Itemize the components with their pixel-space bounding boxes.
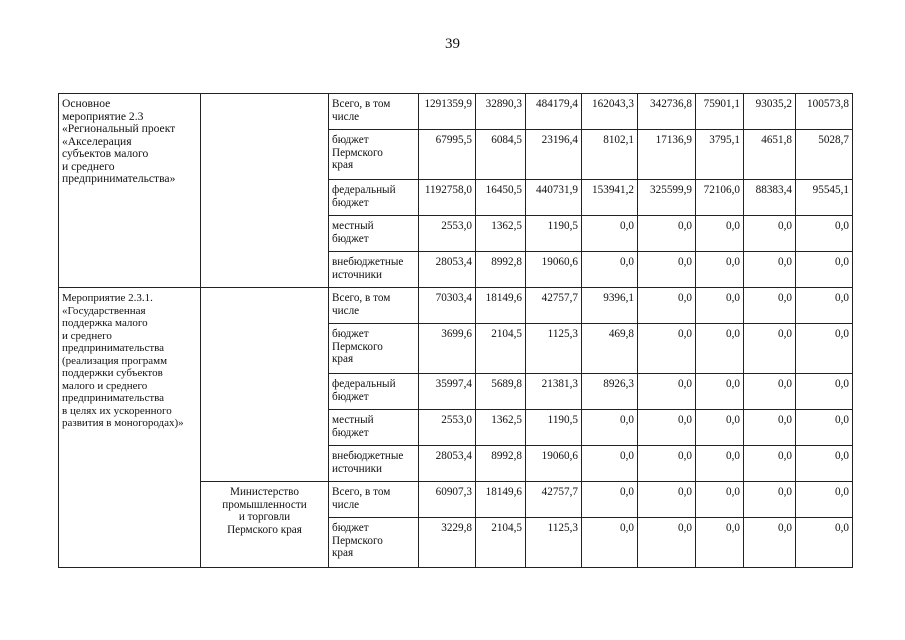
funding-source-cell: Всего, в том числе: [329, 288, 419, 324]
value-cell: 0,0: [696, 252, 744, 288]
budget-table: [58, 93, 853, 568]
funding-source-cell: бюджет Пермского края: [329, 518, 419, 568]
funding-source-cell: внебюджетные источники: [329, 446, 419, 482]
value-cell: 8102,1: [582, 130, 638, 180]
value-cell: 0,0: [744, 216, 796, 252]
value-cell: 484179,4: [526, 94, 582, 130]
funding-source-cell: местный бюджет: [329, 410, 419, 446]
value-cell: 1125,3: [526, 324, 582, 374]
value-cell: 0,0: [744, 252, 796, 288]
value-cell: 1125,3: [526, 518, 582, 568]
value-cell: 2104,5: [476, 324, 526, 374]
value-cell: 0,0: [796, 518, 853, 568]
funding-source-cell: бюджет Пермского края: [329, 130, 419, 180]
value-cell: 0,0: [696, 482, 744, 518]
value-cell: 0,0: [582, 482, 638, 518]
executor-cell: [201, 288, 329, 482]
value-cell: 1190,5: [526, 410, 582, 446]
value-cell: 0,0: [582, 252, 638, 288]
value-cell: 0,0: [696, 216, 744, 252]
value-cell: 0,0: [638, 482, 696, 518]
value-cell: 35997,4: [419, 374, 476, 410]
value-cell: 0,0: [796, 374, 853, 410]
value-cell: 0,0: [582, 518, 638, 568]
value-cell: 60907,3: [419, 482, 476, 518]
funding-source-cell: федеральный бюджет: [329, 180, 419, 216]
value-cell: 0,0: [744, 410, 796, 446]
value-cell: 1362,5: [476, 216, 526, 252]
funding-source-cell: местный бюджет: [329, 216, 419, 252]
value-cell: 0,0: [638, 446, 696, 482]
value-cell: 0,0: [638, 252, 696, 288]
value-cell: 28053,4: [419, 446, 476, 482]
value-cell: 0,0: [796, 324, 853, 374]
value-cell: 0,0: [582, 410, 638, 446]
value-cell: 0,0: [696, 446, 744, 482]
value-cell: 32890,3: [476, 94, 526, 130]
value-cell: 0,0: [696, 410, 744, 446]
value-cell: 23196,4: [526, 130, 582, 180]
value-cell: 42757,7: [526, 288, 582, 324]
value-cell: 0,0: [796, 482, 853, 518]
value-cell: 0,0: [744, 374, 796, 410]
value-cell: 93035,2: [744, 94, 796, 130]
funding-source-cell: федеральный бюджет: [329, 374, 419, 410]
value-cell: 70303,4: [419, 288, 476, 324]
value-cell: 1291359,9: [419, 94, 476, 130]
value-cell: 0,0: [796, 410, 853, 446]
value-cell: 8926,3: [582, 374, 638, 410]
value-cell: 8992,8: [476, 446, 526, 482]
value-cell: 3229,8: [419, 518, 476, 568]
value-cell: 75901,1: [696, 94, 744, 130]
value-cell: 0,0: [796, 288, 853, 324]
value-cell: 8992,8: [476, 252, 526, 288]
value-cell: 1362,5: [476, 410, 526, 446]
value-cell: 0,0: [638, 374, 696, 410]
value-cell: 0,0: [796, 252, 853, 288]
value-cell: 21381,3: [526, 374, 582, 410]
value-cell: 17136,9: [638, 130, 696, 180]
value-cell: 0,0: [796, 216, 853, 252]
value-cell: 67995,5: [419, 130, 476, 180]
value-cell: 5028,7: [796, 130, 853, 180]
value-cell: 0,0: [744, 482, 796, 518]
value-cell: 1190,5: [526, 216, 582, 252]
value-cell: 16450,5: [476, 180, 526, 216]
value-cell: 0,0: [696, 518, 744, 568]
value-cell: 88383,4: [744, 180, 796, 216]
value-cell: 6084,5: [476, 130, 526, 180]
value-cell: 0,0: [638, 324, 696, 374]
value-cell: 469,8: [582, 324, 638, 374]
value-cell: 0,0: [638, 518, 696, 568]
table-row: [59, 288, 853, 324]
value-cell: 0,0: [696, 288, 744, 324]
value-cell: 3699,6: [419, 324, 476, 374]
value-cell: 19060,6: [526, 252, 582, 288]
value-cell: 100573,8: [796, 94, 853, 130]
value-cell: 153941,2: [582, 180, 638, 216]
value-cell: 2553,0: [419, 216, 476, 252]
page-number: 39: [445, 36, 460, 52]
value-cell: 5689,8: [476, 374, 526, 410]
value-cell: 42757,7: [526, 482, 582, 518]
executor-cell: [201, 94, 329, 288]
value-cell: 0,0: [744, 518, 796, 568]
value-cell: 3795,1: [696, 130, 744, 180]
value-cell: 0,0: [638, 216, 696, 252]
value-cell: 2104,5: [476, 518, 526, 568]
value-cell: 9396,1: [582, 288, 638, 324]
value-cell: 0,0: [696, 374, 744, 410]
value-cell: 342736,8: [638, 94, 696, 130]
value-cell: 95545,1: [796, 180, 853, 216]
value-cell: 1192758,0: [419, 180, 476, 216]
value-cell: 0,0: [744, 324, 796, 374]
funding-source-cell: Всего, в том числе: [329, 482, 419, 518]
value-cell: 0,0: [696, 324, 744, 374]
value-cell: 19060,6: [526, 446, 582, 482]
value-cell: 28053,4: [419, 252, 476, 288]
value-cell: 0,0: [796, 446, 853, 482]
value-cell: 0,0: [582, 216, 638, 252]
value-cell: 18149,6: [476, 482, 526, 518]
executor-cell: Министерство промышленности и торговли Пермского края: [201, 482, 329, 568]
event-cell: Мероприятие 2.3.1. «Государственная поддержка малого и среднего предпринимательства (реализация программ поддержки субъектов малого и среднего предпринимательства в целях их ускоренного развития в моногородах)»: [59, 288, 201, 568]
table-row: [59, 94, 853, 130]
value-cell: 162043,3: [582, 94, 638, 130]
value-cell: 0,0: [638, 288, 696, 324]
funding-source-cell: бюджет Пермского края: [329, 324, 419, 374]
funding-source-cell: Всего, в том числе: [329, 94, 419, 130]
value-cell: 0,0: [744, 288, 796, 324]
value-cell: 18149,6: [476, 288, 526, 324]
value-cell: 0,0: [582, 446, 638, 482]
value-cell: 4651,8: [744, 130, 796, 180]
value-cell: 440731,9: [526, 180, 582, 216]
value-cell: 0,0: [638, 410, 696, 446]
event-cell: Основное мероприятие 2.3 «Региональный проект «Акселерация субъектов малого и среднего предпринимательства»: [59, 94, 201, 288]
value-cell: 0,0: [744, 446, 796, 482]
value-cell: 72106,0: [696, 180, 744, 216]
value-cell: 325599,9: [638, 180, 696, 216]
funding-source-cell: внебюджетные источники: [329, 252, 419, 288]
value-cell: 2553,0: [419, 410, 476, 446]
